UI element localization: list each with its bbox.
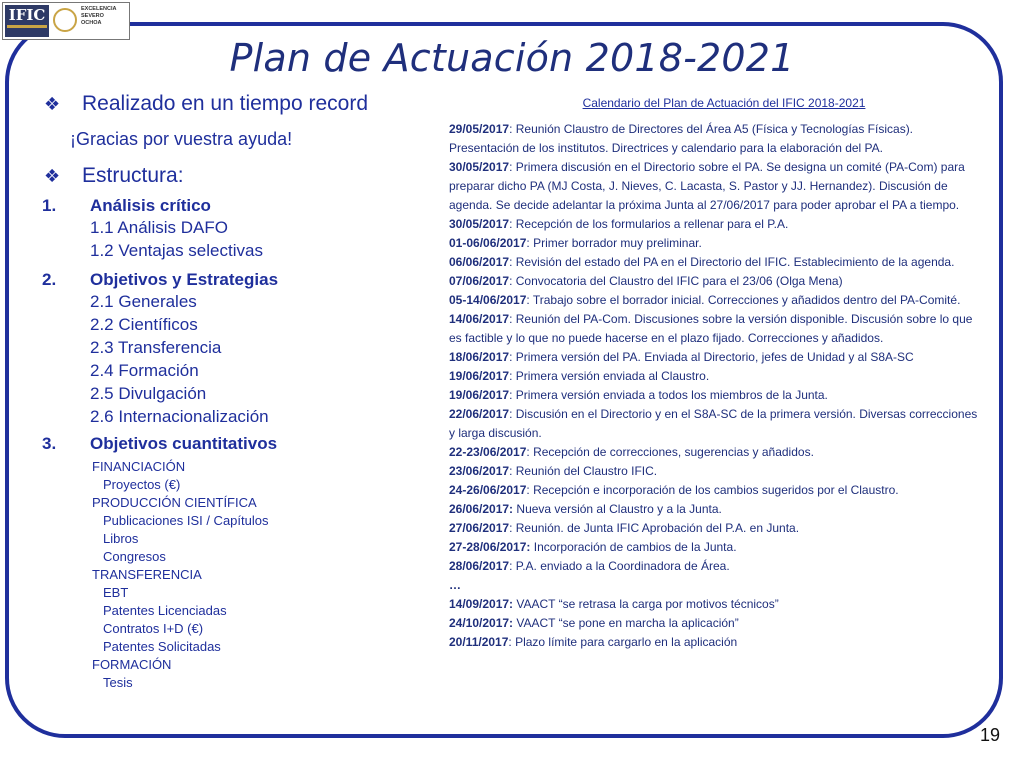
quant-item: Contratos I+D (€) (103, 621, 204, 636)
slide-title: Plan de Actuación 2018-2021 (229, 36, 795, 80)
calendar-entry-text: Nueva versión al Claustro y a la Junta. (513, 502, 722, 516)
calendar-entry (449, 614, 979, 633)
calendar-entry-text: : Recepción de correcciones, sugerencias y añadidos. (526, 445, 814, 459)
quant-item: Proyectos (€) (103, 477, 181, 492)
calendar-entry-date: 27-28/06/2017: (449, 540, 531, 554)
quant-item: Tesis (103, 675, 133, 690)
calendar-entry-text: : Discusión en el Directorio y en el S8A-SC de la primera versión. Diversas correcciones y larga discusión. (449, 407, 978, 440)
list-item: 2.5 Divulgación (90, 384, 207, 403)
calendar-entry-date: 19/06/2017 (449, 388, 510, 402)
calendar-entry (449, 462, 979, 481)
calendar-entry (449, 120, 979, 158)
severo-ochoa-seal-icon (53, 8, 77, 32)
calendar-entry (449, 234, 979, 253)
calendar-entry-text: : Primera versión enviada al Claustro. (509, 369, 710, 383)
quant-objectives (92, 458, 444, 692)
calendar-entry-text: : Primer borrador muy preliminar. (526, 236, 702, 250)
calendar-entry-text: : Plazo límite para cargarlo en la aplicación (508, 635, 738, 649)
calendar-entry (449, 595, 979, 614)
calendar-entry-date: 27/06/2017 (449, 521, 510, 535)
calendar-entry-text: : Primera discusión en el Directorio sobre el PA. Se designa un comité (PA-Com) para preparar dicho PA (MJ Costa, J. Nieves, C. Lacasta, S. Pastor y JJ. Hernandez). Discusión de agenda. Se decide adelantar la próxima Junta al 27/06/2017 para poder aprobar el PA a tiempo. (449, 160, 965, 212)
calendar-entry-date: 01-06/06/2017 (449, 236, 527, 250)
calendar-entry (449, 367, 979, 386)
calendar-entry-date: 06/06/2017 (449, 255, 510, 269)
calendar-entry-date: 19/06/2017 (449, 369, 510, 383)
bullet-estructura: ❖ Estructura: (44, 164, 184, 187)
calendar-entry-text: : Reunión del PA-Com. Discusiones sobre la versión disponible. Discusión sobre lo que es factible y lo que no puede hacerse en el plazo fijado. Correcciones y añadidos. (449, 312, 973, 345)
calendar-entry-date: 24/10/2017: (449, 616, 514, 630)
page-number: 19 (979, 725, 1000, 745)
calendar-entry (449, 519, 979, 538)
quant-item: Patentes Licenciadas (103, 603, 227, 618)
calendar-entry (449, 576, 979, 595)
diamond-bullet-icon: ❖ (44, 93, 61, 114)
quant-item: Congresos (103, 549, 166, 564)
quant-category: FINANCIACIÓN (92, 459, 186, 474)
calendar-entry (449, 215, 979, 234)
calendar-entry (449, 538, 979, 557)
calendar-list (449, 120, 979, 652)
calendar-entry-date: … (449, 578, 461, 592)
quant-category: FORMACIÓN (92, 657, 172, 672)
section-2: 2. Objetivos y Estrategias 2.1 Generales 2.2 Científicos 2.3 Transferencia 2.4 Formación 2.5 Divulgación 2.6 Internacionalización (42, 270, 444, 428)
calendar-entry (449, 253, 979, 272)
calendar-entry-date: 14/06/2017 (449, 312, 510, 326)
ific-logo-mark: IFIC (5, 5, 49, 37)
calendar-entry (449, 500, 979, 519)
calendar-entry-date: 05-14/06/2017 (449, 293, 527, 307)
calendar-entry (449, 633, 979, 652)
quant-item: Publicaciones ISI / Capítulos (103, 513, 269, 528)
calendar-entry-date: 30/05/2017 (449, 217, 510, 231)
list-item: 1.2 Ventajas selectivas (90, 241, 263, 260)
calendar-entry-text: Incorporación de cambios de la Junta. (530, 540, 737, 554)
calendar-entry (449, 291, 979, 310)
calendar-entry (449, 348, 979, 367)
calendar-entry-date: 28/06/2017 (449, 559, 510, 573)
calendar-entry-text: : Convocatoria del Claustro del IFIC para el 23/06 (Olga Mena) (509, 274, 843, 288)
calendar-entry-text: : Reunión. de Junta IFIC Aprobación del P.A. en Junta. (509, 521, 800, 535)
calendar-entry-text: VAACT “se pone en marcha la aplicación” (513, 616, 739, 630)
thanks-text: ¡Gracias por vuestra ayuda! (70, 129, 293, 149)
diamond-bullet-icon: ❖ (44, 165, 61, 186)
calendar-entry-date: 07/06/2017 (449, 274, 510, 288)
calendar-entry-date: 26/06/2017: (449, 502, 514, 516)
calendar-entry-text: VAACT “se retrasa la carga por motivos técnicos” (513, 597, 779, 611)
quant-item: Patentes Solicitadas (103, 639, 221, 654)
calendar-entry-date: 24-26/06/2017 (449, 483, 527, 497)
section-1: 1. Análisis crítico 1.1 Análisis DAFO 1.2 Ventajas selectivas (42, 196, 444, 262)
quant-item: Libros (103, 531, 139, 546)
calendar-entry (449, 481, 979, 500)
calendar-entry-text: : Trabajo sobre el borrador inicial. Correcciones y añadidos dentro del PA-Comité. (526, 293, 961, 307)
ific-logo (2, 2, 130, 40)
calendar-entry-date: 29/05/2017 (449, 122, 510, 136)
section-3: 3. Objetivos cuantitativos (42, 434, 278, 453)
calendar-entry-date: 22-23/06/2017 (449, 445, 527, 459)
calendar-entry (449, 310, 979, 348)
calendar-entry (449, 272, 979, 291)
list-item: 2.6 Internacionalización (90, 407, 269, 426)
calendar-entry-text: : Primera versión enviada a todos los miembros de la Junta. (509, 388, 828, 402)
list-item: 2.2 Científicos (90, 315, 198, 334)
calendar-entry (449, 443, 979, 462)
calendar-entry-text: : Recepción de los formularios a rellenar para el P.A. (509, 217, 789, 231)
list-item: 2.3 Transferencia (90, 338, 222, 357)
calendar-title: Calendario del Plan de Actuación del IFIC 2018-2021 (582, 96, 866, 110)
calendar-entry-text: : Reunión del Claustro IFIC. (509, 464, 658, 478)
excelencia-text: EXCELENCIA SEVERO OCHOA (81, 6, 117, 26)
calendar-entry-date: 18/06/2017 (449, 350, 510, 364)
calendar-entry (449, 405, 979, 443)
calendar-entry (449, 158, 979, 215)
calendar-entry (449, 386, 979, 405)
calendar-entry-date: 22/06/2017 (449, 407, 510, 421)
quant-item: EBT (103, 585, 129, 600)
calendar-entry-text: : Reunión Claustro de Directores del Área A5 (Física y Tecnologías Físicas). Presentación de los institutos. Directrices y calendario para la elaboración del PA. (449, 122, 914, 155)
calendar-entry-text: : Revisión del estado del PA en el Directorio del IFIC. Establecimiento de la agenda. (509, 255, 955, 269)
calendar-entry (449, 557, 979, 576)
list-item: 1.1 Análisis DAFO (90, 218, 228, 237)
list-item: 2.4 Formación (90, 361, 199, 380)
calendar-entry-text: : P.A. enviado a la Coordinadora de Área. (509, 559, 730, 573)
calendar-entry-date: 14/09/2017: (449, 597, 514, 611)
calendar-entry-text: : Recepción e incorporación de los cambios sugeridos por el Claustro. (526, 483, 899, 497)
quant-category: TRANSFERENCIA (92, 567, 202, 582)
bullet-realizado: ❖ Realizado en un tiempo record (44, 92, 369, 115)
left-column (44, 92, 444, 692)
calendar-column (449, 96, 979, 652)
quant-category: PRODUCCIÓN CIENTÍFICA (92, 495, 257, 510)
calendar-entry-text: : Primera versión del PA. Enviada al Directorio, jefes de Unidad y al S8A-SC (509, 350, 914, 364)
calendar-entry-date: 23/06/2017 (449, 464, 510, 478)
ific-logo-stripe (7, 25, 47, 28)
list-item: 2.1 Generales (90, 292, 197, 311)
calendar-entry-date: 30/05/2017 (449, 160, 510, 174)
calendar-entry-date: 20/11/2017 (449, 635, 509, 649)
